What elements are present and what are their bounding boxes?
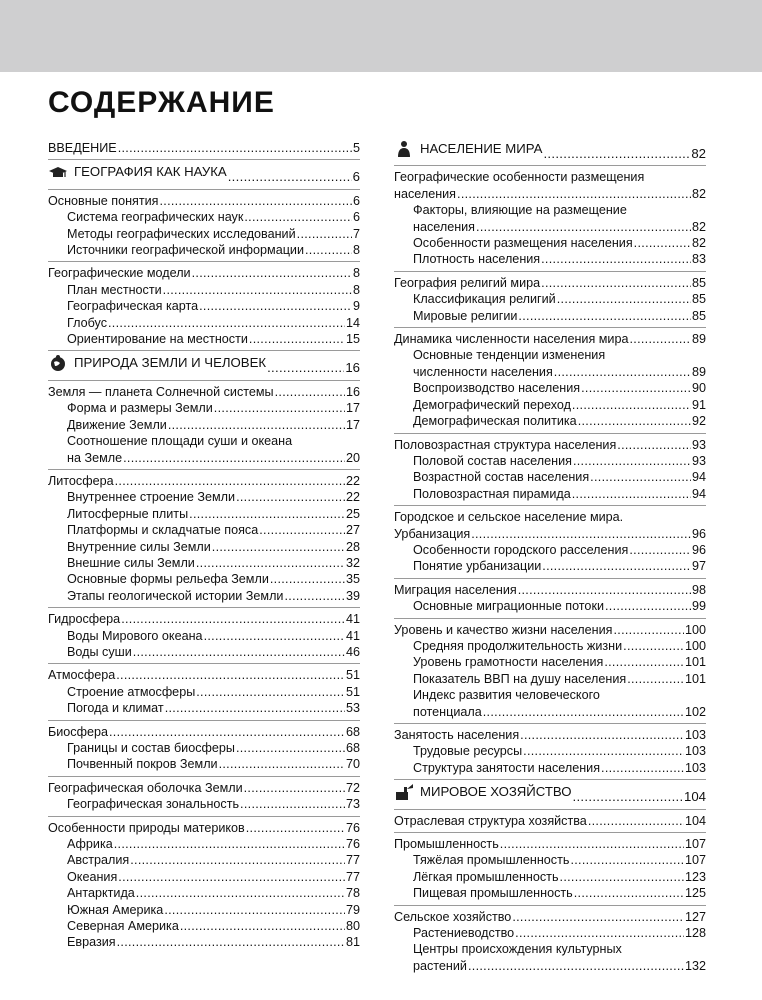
toc-subentry[interactable]: Демографический переход ..... 91 bbox=[394, 397, 706, 413]
toc-subentry[interactable]: растений ..... 132 bbox=[394, 958, 706, 974]
toc-subentry[interactable]: Форма и размеры Земли ..... 17 bbox=[48, 400, 360, 416]
toc-subentry[interactable]: Система географических наук ..... 6 bbox=[48, 209, 360, 225]
toc-entry[interactable]: Особенности природы материков ..... 76 bbox=[48, 820, 360, 836]
toc-subentry[interactable]: Строение атмосферы ..... 51 bbox=[48, 684, 360, 700]
toc-subentry[interactable]: Плотность населения ..... 83 bbox=[394, 251, 706, 267]
toc-subentry[interactable]: на Земле ..... 20 bbox=[48, 450, 360, 466]
earth-icon bbox=[48, 354, 68, 372]
toc-subentry[interactable]: Ориентирование на местности ..... 15 bbox=[48, 331, 360, 347]
toc-subentry[interactable]: Средняя продолжительность жизни ..... 100 bbox=[394, 638, 706, 654]
toc-subentry[interactable]: Половозрастная пирамида ..... 94 bbox=[394, 486, 706, 502]
toc-entry[interactable]: населения ..... 82 bbox=[394, 186, 706, 202]
page-title: СОДЕРЖАНИЕ bbox=[48, 86, 275, 119]
toc-subentry[interactable]: Этапы геологической истории Земли ..... 39 bbox=[48, 588, 360, 604]
toc-subentry[interactable]: численности населения ..... 89 bbox=[394, 364, 706, 380]
toc-subentry[interactable]: План местности ..... 8 bbox=[48, 282, 360, 298]
toc-subentry[interactable]: Платформы и складчатые пояса ..... 27 bbox=[48, 522, 360, 538]
toc-entry[interactable]: География религий мира ..... 85 bbox=[394, 275, 706, 291]
toc-subentry[interactable]: Погода и климат ..... 53 bbox=[48, 700, 360, 716]
toc-subentry[interactable]: Демографическая политика ..... 92 bbox=[394, 413, 706, 429]
toc-subentry[interactable]: Движение Земли ..... 17 bbox=[48, 417, 360, 433]
toc-subentry[interactable]: Показатель ВВП на душу населения ..... 101 bbox=[394, 671, 706, 687]
toc-entry[interactable]: Гидросфера ..... 41 bbox=[48, 611, 360, 627]
toc-entry[interactable]: Земля — планета Солнечной системы ..... 16 bbox=[48, 384, 360, 400]
toc-subentry-line[interactable]: Основные тенденции изменения bbox=[413, 348, 606, 363]
toc-subentry[interactable]: Трудовые ресурсы ..... 103 bbox=[394, 743, 706, 759]
toc-subentry[interactable]: Мировые религии ..... 85 bbox=[394, 308, 706, 324]
toc-subentry[interactable]: Евразия ..... 81 bbox=[48, 934, 360, 950]
toc-entry[interactable]: Сельское хозяйство ..... 127 bbox=[394, 909, 706, 925]
section-heading[interactable]: ПРИРОДА ЗЕМЛИ И ЧЕЛОВЕК ..... 16 bbox=[48, 354, 360, 376]
toc-subentry[interactable]: потенциала ..... 102 bbox=[394, 704, 706, 720]
toc-subentry[interactable]: населения ..... 82 bbox=[394, 219, 706, 235]
toc-subentry[interactable]: Океания ..... 77 bbox=[48, 869, 360, 885]
toc-entry[interactable]: Уровень и качество жизни населения ..... 100 bbox=[394, 622, 706, 638]
toc-subentry[interactable]: Литосферные плиты ..... 25 bbox=[48, 506, 360, 522]
toc-entry-line[interactable]: Городское и сельское население мира. bbox=[394, 510, 624, 525]
toc-subentry-line[interactable]: Факторы, влияющие на размещение bbox=[413, 203, 627, 218]
toc-subentry[interactable]: Пищевая промышленность ..... 125 bbox=[394, 885, 706, 901]
toc-entry[interactable]: Половозрастная структура населения ..... 93 bbox=[394, 437, 706, 453]
section-heading[interactable]: ГЕОГРАФИЯ КАК НАУКА ..... 6 bbox=[48, 163, 360, 185]
toc-subentry[interactable]: Внутренние силы Земли ..... 28 bbox=[48, 539, 360, 555]
toc-subentry[interactable]: Понятие урбанизации ..... 97 bbox=[394, 558, 706, 574]
toc-subentry[interactable]: Особенности размещения населения ..... 82 bbox=[394, 235, 706, 251]
industry-icon bbox=[394, 783, 414, 801]
top-banner bbox=[0, 0, 762, 72]
toc-entry[interactable]: Миграция населения ..... 98 bbox=[394, 582, 706, 598]
toc-subentry[interactable]: Классификация религий ..... 85 bbox=[394, 291, 706, 307]
toc-subentry[interactable]: Южная Америка ..... 79 bbox=[48, 902, 360, 918]
toc-right-column bbox=[394, 140, 706, 974]
toc-subentry[interactable]: Уровень грамотности населения ..... 101 bbox=[394, 654, 706, 670]
toc-entry-line[interactable]: Географические особенности размещения bbox=[394, 170, 645, 185]
toc-subentry[interactable]: Внешние силы Земли ..... 32 bbox=[48, 555, 360, 571]
toc-subentry[interactable]: Северная Америка ..... 80 bbox=[48, 918, 360, 934]
toc-subentry[interactable]: Особенности городского расселения ..... 96 bbox=[394, 542, 706, 558]
toc-subentry[interactable]: Растениеводство ..... 128 bbox=[394, 925, 706, 941]
toc-entry[interactable]: Основные понятия ..... 6 bbox=[48, 193, 360, 209]
toc-entry[interactable]: Динамика численности населения мира ..... 89 bbox=[394, 331, 706, 347]
toc-subentry[interactable]: Лёгкая промышленность ..... 123 bbox=[394, 869, 706, 885]
toc-entry[interactable]: Атмосфера ..... 51 bbox=[48, 667, 360, 683]
section-heading[interactable]: МИРОВОЕ ХОЗЯЙСТВО ..... 104 bbox=[394, 783, 706, 805]
toc-subentry[interactable]: Тяжёлая промышленность ..... 107 bbox=[394, 852, 706, 868]
toc-subentry[interactable]: Австралия ..... 77 bbox=[48, 852, 360, 868]
toc-subentry-line[interactable]: Индекс развития человеческого bbox=[413, 688, 600, 703]
toc-entry[interactable]: Занятость населения ..... 103 bbox=[394, 727, 706, 743]
toc-entry[interactable]: Промышленность ..... 107 bbox=[394, 836, 706, 852]
toc-entry[interactable]: Географическая оболочка Земли ..... 72 bbox=[48, 780, 360, 796]
toc-subentry[interactable]: Антарктида ..... 78 bbox=[48, 885, 360, 901]
toc-subentry[interactable]: Границы и состав биосферы ..... 68 bbox=[48, 740, 360, 756]
toc-subentry[interactable]: Географическая зональность ..... 73 bbox=[48, 796, 360, 812]
section-heading[interactable]: НАСЕЛЕНИЕ МИРА ..... 82 bbox=[394, 140, 706, 162]
toc-subentry[interactable]: Географическая карта ..... 9 bbox=[48, 298, 360, 314]
people-icon bbox=[394, 140, 414, 158]
toc-entry[interactable]: Географические модели ..... 8 bbox=[48, 265, 360, 281]
toc-subentry[interactable]: Воды Мирового океана ..... 41 bbox=[48, 628, 360, 644]
toc-subentry[interactable]: Методы географических исследований ..... 7 bbox=[48, 226, 360, 242]
toc-subentry-line[interactable]: Соотношение площади суши и океана bbox=[67, 434, 293, 449]
toc-subentry-line[interactable]: Центры происхождения культурных bbox=[413, 942, 622, 957]
toc-subentry[interactable]: Основные формы рельефа Земли ..... 35 bbox=[48, 571, 360, 587]
toc-subentry[interactable]: Воды суши ..... 46 bbox=[48, 644, 360, 660]
toc-subentry[interactable]: Основные миграционные потоки ..... 99 bbox=[394, 598, 706, 614]
toc-entry[interactable]: Биосфера ..... 68 bbox=[48, 724, 360, 740]
toc-left-column bbox=[48, 140, 360, 951]
toc-entry[interactable]: Литосфера ..... 22 bbox=[48, 473, 360, 489]
toc-subentry[interactable]: Глобус ..... 14 bbox=[48, 315, 360, 331]
toc-entry[interactable]: ВВЕДЕНИЕ ..... 5 bbox=[48, 140, 360, 156]
toc-entry[interactable]: Отраслевая структура хозяйства ..... 104 bbox=[394, 813, 706, 829]
toc-subentry[interactable]: Воспроизводство населения ..... 90 bbox=[394, 380, 706, 396]
toc-subentry[interactable]: Структура занятости населения ..... 103 bbox=[394, 760, 706, 776]
toc-subentry[interactable]: Источники географической информации ..... 8 bbox=[48, 242, 360, 258]
toc-subentry[interactable]: Африка ..... 76 bbox=[48, 836, 360, 852]
toc-entry[interactable]: Урбанизация ..... 96 bbox=[394, 526, 706, 542]
toc-subentry[interactable]: Половой состав населения ..... 93 bbox=[394, 453, 706, 469]
graduation-cap-icon bbox=[48, 163, 68, 181]
toc-subentry[interactable]: Почвенный покров Земли ..... 70 bbox=[48, 756, 360, 772]
toc-subentry[interactable]: Возрастной состав населения ..... 94 bbox=[394, 469, 706, 485]
toc-subentry[interactable]: Внутреннее строение Земли ..... 22 bbox=[48, 489, 360, 505]
